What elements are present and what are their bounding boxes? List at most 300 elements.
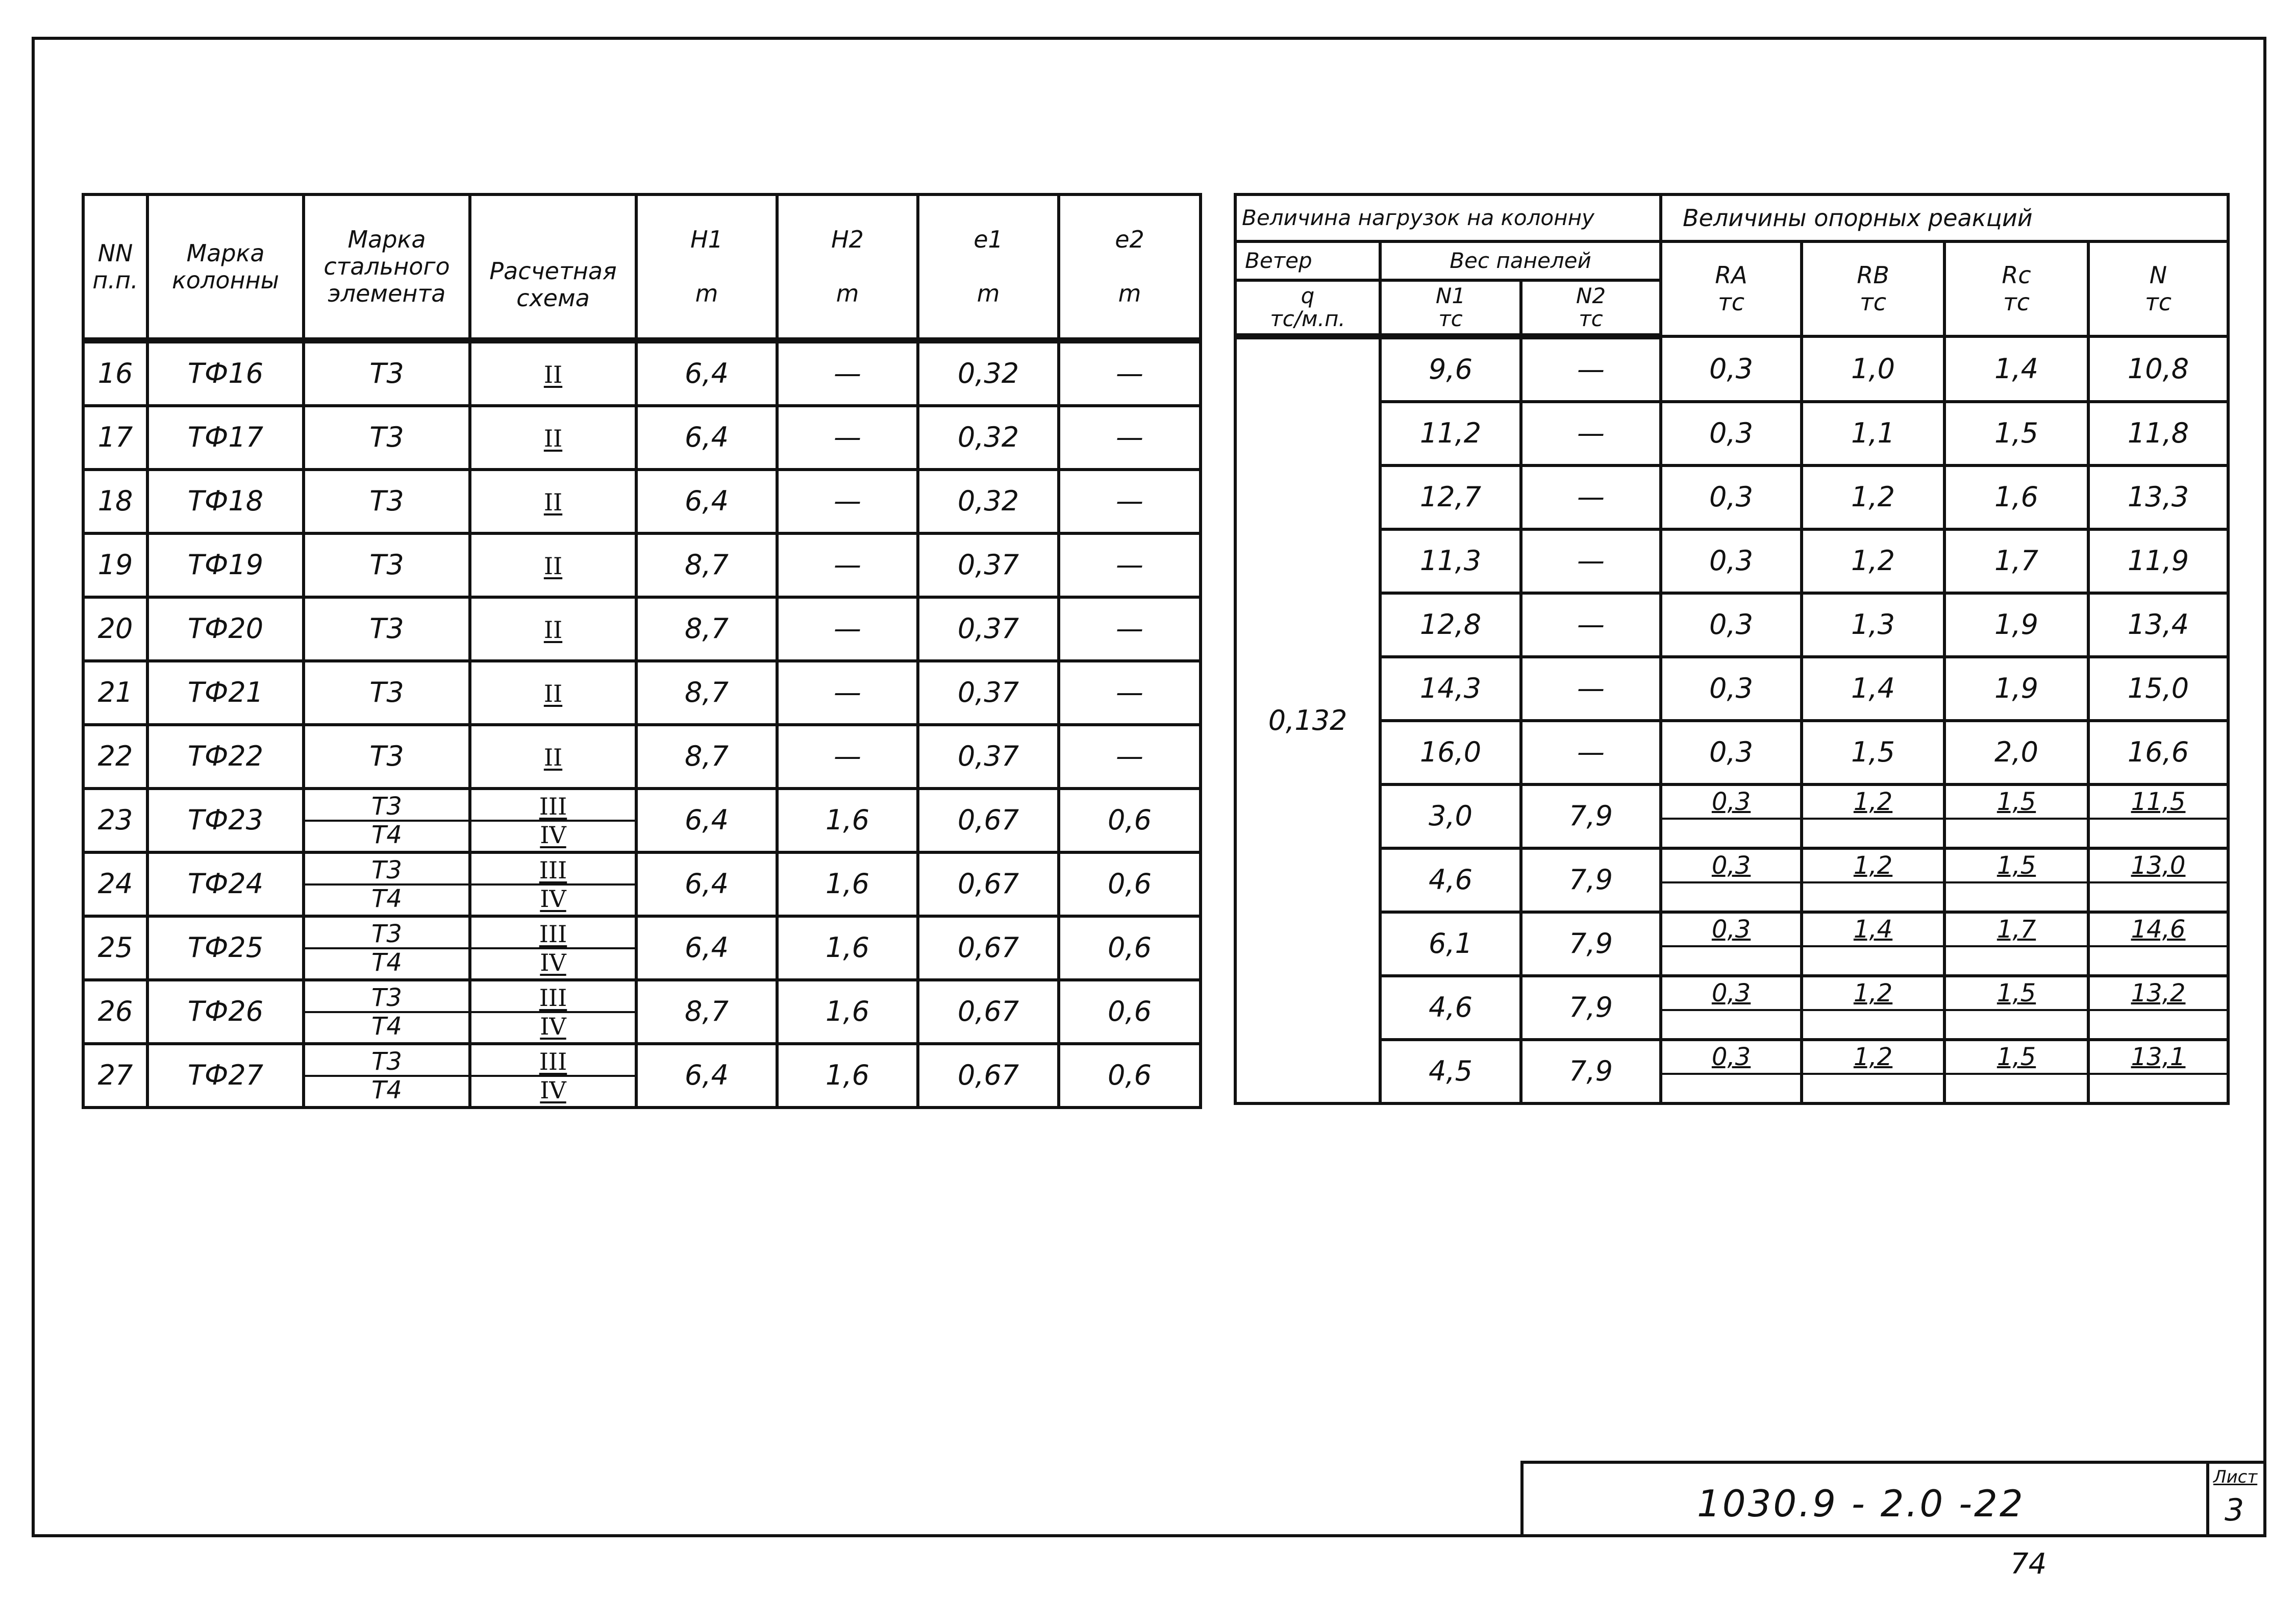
column-mark: ТФ22 (147, 725, 304, 789)
rc-value: 1,5 (1946, 1041, 2087, 1075)
title-block (1520, 1461, 2266, 1537)
table-row (1235, 784, 2228, 848)
rc-empty (1946, 947, 2087, 974)
n1-value: 4,5 (1380, 1040, 1521, 1103)
h1-value: 8,7 (636, 980, 777, 1044)
unit-m: m (977, 279, 1000, 307)
ra-empty (1662, 820, 1800, 846)
h2-value: — (777, 470, 918, 533)
rc-value: 1,7 (1946, 914, 2087, 947)
h2-value: 1,6 (777, 852, 918, 916)
rc-value: 1,6 (1944, 465, 2088, 529)
n-value: 13,1 (2090, 1041, 2227, 1075)
rc-split (1944, 784, 2088, 848)
rb-value: 1,2 (1802, 529, 1944, 593)
e2-value: — (1059, 725, 1201, 789)
scheme-split (470, 916, 636, 980)
row-number: 18 (83, 470, 147, 533)
table-row (83, 340, 1201, 406)
table-row (83, 916, 1201, 980)
h2-value: 1,6 (777, 980, 918, 1044)
column-mark: ТФ23 (147, 789, 304, 852)
steel-mark-2: Т4 (371, 1012, 402, 1041)
n1-value: 14,3 (1380, 657, 1521, 721)
table-row (1235, 912, 2228, 976)
scheme: III (539, 792, 567, 820)
n-value: 13,3 (2088, 465, 2228, 529)
n1-value: 9,6 (1380, 336, 1521, 402)
rc-value: 1,9 (1944, 657, 2088, 721)
scheme-2: IV (540, 1012, 566, 1040)
h2-value: 1,6 (777, 1044, 918, 1108)
n-split (2088, 784, 2228, 848)
header-column-mark: Марка колонны (147, 194, 304, 340)
ra-empty (1662, 1075, 1800, 1101)
table-row (83, 533, 1201, 597)
table-row (83, 597, 1201, 661)
rc-value: 2,0 (1944, 721, 2088, 784)
rb-split (1802, 848, 1944, 912)
scheme: III (539, 984, 567, 1012)
ra-value: 0,3 (1661, 657, 1802, 721)
rb-split (1802, 1040, 1944, 1103)
scheme: II (543, 680, 563, 708)
n2-value: 7,9 (1521, 848, 1661, 912)
rc-split (1944, 976, 2088, 1040)
n1-value: 4,6 (1380, 848, 1521, 912)
header-scheme: Расчетная схема (470, 194, 636, 340)
row-number: 20 (83, 597, 147, 661)
scheme-cell (470, 661, 636, 725)
e2-value: — (1059, 661, 1201, 725)
h2-value: — (777, 533, 918, 597)
sheet-box (2206, 1464, 2266, 1537)
table-row (1235, 529, 2228, 593)
document-code: 1030.9 - 2.0 -22 (1697, 1482, 2025, 1525)
header-wind: Ветер (1235, 241, 1380, 280)
scheme: III (539, 856, 567, 884)
rb-value: 1,2 (1802, 465, 1944, 529)
h1-value: 6,4 (636, 340, 777, 406)
h2-value: 1,6 (777, 789, 918, 852)
ra-value: 0,3 (1662, 786, 1800, 820)
n2-value: — (1521, 336, 1661, 402)
n-empty (2090, 947, 2227, 974)
unit-m: m (836, 279, 859, 307)
steel-mark-2: Т4 (371, 884, 402, 913)
header-steel-mark: Марка стального элемента (304, 194, 470, 340)
ra-value: 0,3 (1661, 336, 1802, 402)
n1-value: 12,8 (1380, 593, 1521, 657)
scheme-cell (470, 725, 636, 789)
h1-value: 6,4 (636, 852, 777, 916)
header-q-unit: тс/м.п. (1270, 306, 1345, 331)
rb-value: 1,4 (1802, 657, 1944, 721)
column-mark: ТФ16 (147, 340, 304, 406)
ra-value: 0,3 (1662, 850, 1800, 883)
steel-mark-split (304, 1044, 470, 1108)
scheme-cell (470, 533, 636, 597)
table-row (1235, 1040, 2228, 1103)
table-row (83, 789, 1201, 852)
table-row (83, 725, 1201, 789)
header-n-label: N (2149, 261, 2167, 289)
header-h2-label: H2 (831, 226, 864, 254)
header-q-label: q (1301, 283, 1315, 309)
row-number: 23 (83, 789, 147, 852)
header-q (1235, 280, 1380, 336)
rc-value: 1,5 (1946, 786, 2087, 820)
table-row (1235, 976, 2228, 1040)
e2-value: 0,6 (1059, 1044, 1201, 1108)
unit-tc: тс (1717, 288, 1745, 316)
ra-split (1661, 976, 1802, 1040)
row-number: 16 (83, 340, 147, 406)
scheme: II (543, 425, 563, 453)
steel-mark-split (304, 916, 470, 980)
e2-value: — (1059, 597, 1201, 661)
h2-value: — (777, 406, 918, 470)
n2-value: 7,9 (1521, 912, 1661, 976)
ra-split (1661, 848, 1802, 912)
e2-value: 0,6 (1059, 789, 1201, 852)
n-value: 13,4 (2088, 593, 2228, 657)
ra-empty (1662, 947, 1800, 974)
rc-split (1944, 912, 2088, 976)
table-row (1235, 657, 2228, 721)
rc-empty (1946, 1075, 2087, 1101)
n2-value: — (1521, 529, 1661, 593)
n1-value: 12,7 (1380, 465, 1521, 529)
ra-value: 0,3 (1661, 465, 1802, 529)
column-mark: ТФ17 (147, 406, 304, 470)
steel-mark-split (304, 789, 470, 852)
header-rc (1944, 241, 2088, 336)
e1-value: 0,67 (918, 980, 1059, 1044)
e1-value: 0,37 (918, 661, 1059, 725)
ra-empty (1662, 1011, 1800, 1038)
rb-value: 1,2 (1803, 1041, 1943, 1075)
ra-value: 0,3 (1662, 977, 1800, 1011)
e1-value: 0,67 (918, 789, 1059, 852)
steel-mark: Т3 (304, 661, 470, 725)
sheet-number: 3 (2225, 1492, 2244, 1528)
rc-split (1944, 1040, 2088, 1103)
column-mark: ТФ26 (147, 980, 304, 1044)
table-row (83, 852, 1201, 916)
n-value: 11,9 (2088, 529, 2228, 593)
columns-table (82, 193, 1202, 1109)
rb-split (1802, 976, 1944, 1040)
ra-value: 0,3 (1661, 529, 1802, 593)
n2-value: — (1521, 465, 1661, 529)
e1-value: 0,67 (918, 852, 1059, 916)
header-reactions: Величины опорных реакций (1661, 194, 2228, 241)
ra-value: 0,3 (1662, 914, 1800, 947)
scheme-cell (470, 340, 636, 406)
steel-mark: Т3 (305, 793, 468, 822)
header-h1 (636, 194, 777, 340)
n-split (2088, 1040, 2228, 1103)
header-n1-label: N1 (1435, 283, 1466, 309)
h2-value: — (777, 725, 918, 789)
unit-tc: тс (1859, 288, 1887, 316)
scheme-split (470, 789, 636, 852)
wind-value: 0,132 (1235, 336, 1380, 1103)
scheme-cell (470, 597, 636, 661)
header-n2-label: N2 (1576, 283, 1606, 309)
unit-m: m (1118, 279, 1141, 307)
rc-value: 1,5 (1946, 977, 2087, 1011)
rb-value: 1,2 (1803, 786, 1943, 820)
n-empty (2090, 820, 2227, 846)
steel-mark-split (304, 980, 470, 1044)
rc-value: 1,5 (1944, 402, 2088, 465)
e2-value: — (1059, 470, 1201, 533)
header-nn: NN п.п. (83, 194, 147, 340)
n-value: 10,8 (2088, 336, 2228, 402)
scheme: III (539, 920, 567, 948)
unit-tc: тс (1438, 306, 1463, 331)
loads-reactions-table (1234, 193, 2230, 1105)
row-number: 17 (83, 406, 147, 470)
table-row (1235, 336, 2228, 402)
unit-m: m (695, 279, 718, 307)
header-h2 (777, 194, 918, 340)
rb-empty (1803, 1011, 1943, 1038)
scheme-split (470, 852, 636, 916)
n2-value: 7,9 (1521, 976, 1661, 1040)
row-number: 24 (83, 852, 147, 916)
scheme-split (470, 1044, 636, 1108)
steel-mark: Т3 (305, 921, 468, 949)
rc-value: 1,4 (1944, 336, 2088, 402)
n-empty (2090, 1011, 2227, 1038)
rb-value: 1,0 (1802, 336, 1944, 402)
rb-empty (1803, 820, 1943, 846)
n1-value: 3,0 (1380, 784, 1521, 848)
e1-value: 0,32 (918, 340, 1059, 406)
steel-mark: Т3 (304, 533, 470, 597)
h1-value: 8,7 (636, 725, 777, 789)
table-row (83, 406, 1201, 470)
scheme-split (470, 980, 636, 1044)
header-h1-label: H1 (690, 226, 723, 254)
e1-value: 0,32 (918, 470, 1059, 533)
header-e1-label: e1 (974, 226, 1003, 254)
steel-mark: Т3 (305, 985, 468, 1013)
ra-split (1661, 784, 1802, 848)
header-rb-label: RB (1857, 261, 1889, 289)
n1-value: 4,6 (1380, 976, 1521, 1040)
row-number: 26 (83, 980, 147, 1044)
ra-empty (1662, 883, 1800, 910)
scheme-cell (470, 470, 636, 533)
column-mark: ТФ19 (147, 533, 304, 597)
header-e2 (1059, 194, 1201, 340)
ra-split (1661, 1040, 1802, 1103)
e1-value: 0,37 (918, 533, 1059, 597)
row-number: 22 (83, 725, 147, 789)
rb-value: 1,3 (1802, 593, 1944, 657)
rc-empty (1946, 1011, 2087, 1038)
header-n (2088, 241, 2228, 336)
header-panels: Вес панелей (1380, 241, 1661, 280)
h1-value: 6,4 (636, 916, 777, 980)
ra-value: 0,3 (1662, 1041, 1800, 1075)
column-mark: ТФ20 (147, 597, 304, 661)
scheme: II (543, 361, 563, 389)
n-split (2088, 848, 2228, 912)
n1-value: 11,3 (1380, 529, 1521, 593)
n-split (2088, 976, 2228, 1040)
column-mark: ТФ25 (147, 916, 304, 980)
rb-value: 1,2 (1803, 977, 1943, 1011)
n-value: 11,5 (2090, 786, 2227, 820)
e2-value: — (1059, 340, 1201, 406)
e2-value: — (1059, 533, 1201, 597)
e2-value: 0,6 (1059, 980, 1201, 1044)
rc-value: 1,5 (1946, 850, 2087, 883)
n-value: 16,6 (2088, 721, 2228, 784)
scheme: II (543, 744, 563, 772)
e1-value: 0,67 (918, 1044, 1059, 1108)
e1-value: 0,67 (918, 916, 1059, 980)
h1-value: 8,7 (636, 533, 777, 597)
n2-value: 7,9 (1521, 1040, 1661, 1103)
page-number: 74 (2010, 1547, 2047, 1581)
e2-value: 0,6 (1059, 852, 1201, 916)
h2-value: — (777, 661, 918, 725)
rb-empty (1803, 947, 1943, 974)
header-ra-label: RA (1715, 261, 1748, 289)
h1-value: 6,4 (636, 406, 777, 470)
header-n1 (1380, 280, 1521, 336)
scheme: III (539, 1047, 567, 1075)
h1-value: 8,7 (636, 661, 777, 725)
rc-split (1944, 848, 2088, 912)
table-row (1235, 465, 2228, 529)
scheme: II (543, 488, 563, 517)
row-number: 19 (83, 533, 147, 597)
n-value: 13,2 (2090, 977, 2227, 1011)
h2-value: — (777, 340, 918, 406)
steel-mark: Т3 (304, 340, 470, 406)
ra-value: 0,3 (1661, 721, 1802, 784)
h2-value: — (777, 597, 918, 661)
n2-value: — (1521, 657, 1661, 721)
scheme-2: IV (540, 821, 566, 849)
e1-value: 0,37 (918, 597, 1059, 661)
scheme-2: IV (540, 1076, 566, 1104)
unit-tc: тс (2144, 288, 2172, 316)
table-row (83, 980, 1201, 1044)
scheme: II (543, 616, 563, 644)
n2-value: 7,9 (1521, 784, 1661, 848)
rb-value: 1,1 (1802, 402, 1944, 465)
steel-mark-2: Т4 (371, 820, 402, 849)
rb-value: 1,2 (1803, 850, 1943, 883)
rb-empty (1803, 883, 1943, 910)
ra-value: 0,3 (1661, 593, 1802, 657)
table-row (83, 661, 1201, 725)
n-empty (2090, 883, 2227, 910)
n2-value: — (1521, 402, 1661, 465)
n-value: 14,6 (2090, 914, 2227, 947)
n1-value: 16,0 (1380, 721, 1521, 784)
n2-value: — (1521, 593, 1661, 657)
h1-value: 6,4 (636, 789, 777, 852)
h1-value: 6,4 (636, 1044, 777, 1108)
steel-mark-2: Т4 (371, 1075, 402, 1104)
n-value: 13,0 (2090, 850, 2227, 883)
table-row (1235, 721, 2228, 784)
steel-mark: Т3 (305, 1048, 468, 1077)
header-n2 (1521, 280, 1661, 336)
rb-split (1802, 784, 1944, 848)
rc-value: 1,7 (1944, 529, 2088, 593)
table-row (1235, 402, 2228, 465)
unit-tc: тс (2003, 288, 2030, 316)
steel-mark: Т3 (304, 470, 470, 533)
row-number: 25 (83, 916, 147, 980)
n2-value: — (1521, 721, 1661, 784)
header-e1 (918, 194, 1059, 340)
column-mark: ТФ18 (147, 470, 304, 533)
header-loads: Величина нагрузок на колонну (1235, 194, 1661, 241)
table-row (1235, 848, 2228, 912)
unit-tc: тс (1579, 306, 1603, 331)
steel-mark: Т3 (305, 857, 468, 886)
table-row (83, 1044, 1201, 1108)
h2-value: 1,6 (777, 916, 918, 980)
ra-split (1661, 912, 1802, 976)
e1-value: 0,37 (918, 725, 1059, 789)
header-ra (1661, 241, 1802, 336)
rb-value: 1,4 (1803, 914, 1943, 947)
n1-value: 11,2 (1380, 402, 1521, 465)
table-row (1235, 593, 2228, 657)
rc-empty (1946, 820, 2087, 846)
rc-value: 1,9 (1944, 593, 2088, 657)
n-value: 11,8 (2088, 402, 2228, 465)
h1-value: 8,7 (636, 597, 777, 661)
steel-mark: Т3 (304, 406, 470, 470)
sheet-label: Лист (2213, 1467, 2258, 1487)
scheme-cell (470, 406, 636, 470)
e1-value: 0,32 (918, 406, 1059, 470)
scheme-2: IV (540, 948, 566, 976)
rb-empty (1803, 1075, 1943, 1101)
column-mark: ТФ27 (147, 1044, 304, 1108)
steel-mark: Т3 (304, 597, 470, 661)
e2-value: 0,6 (1059, 916, 1201, 980)
header-rc-label: Rc (2002, 261, 2031, 289)
n-empty (2090, 1075, 2227, 1101)
h1-value: 6,4 (636, 470, 777, 533)
e2-value: — (1059, 406, 1201, 470)
header-rb (1802, 241, 1944, 336)
column-mark: ТФ24 (147, 852, 304, 916)
steel-mark-2: Т4 (371, 948, 402, 977)
ra-value: 0,3 (1661, 402, 1802, 465)
n-split (2088, 912, 2228, 976)
row-number: 27 (83, 1044, 147, 1108)
row-number: 21 (83, 661, 147, 725)
rc-empty (1946, 883, 2087, 910)
table-row (83, 470, 1201, 533)
n-value: 15,0 (2088, 657, 2228, 721)
